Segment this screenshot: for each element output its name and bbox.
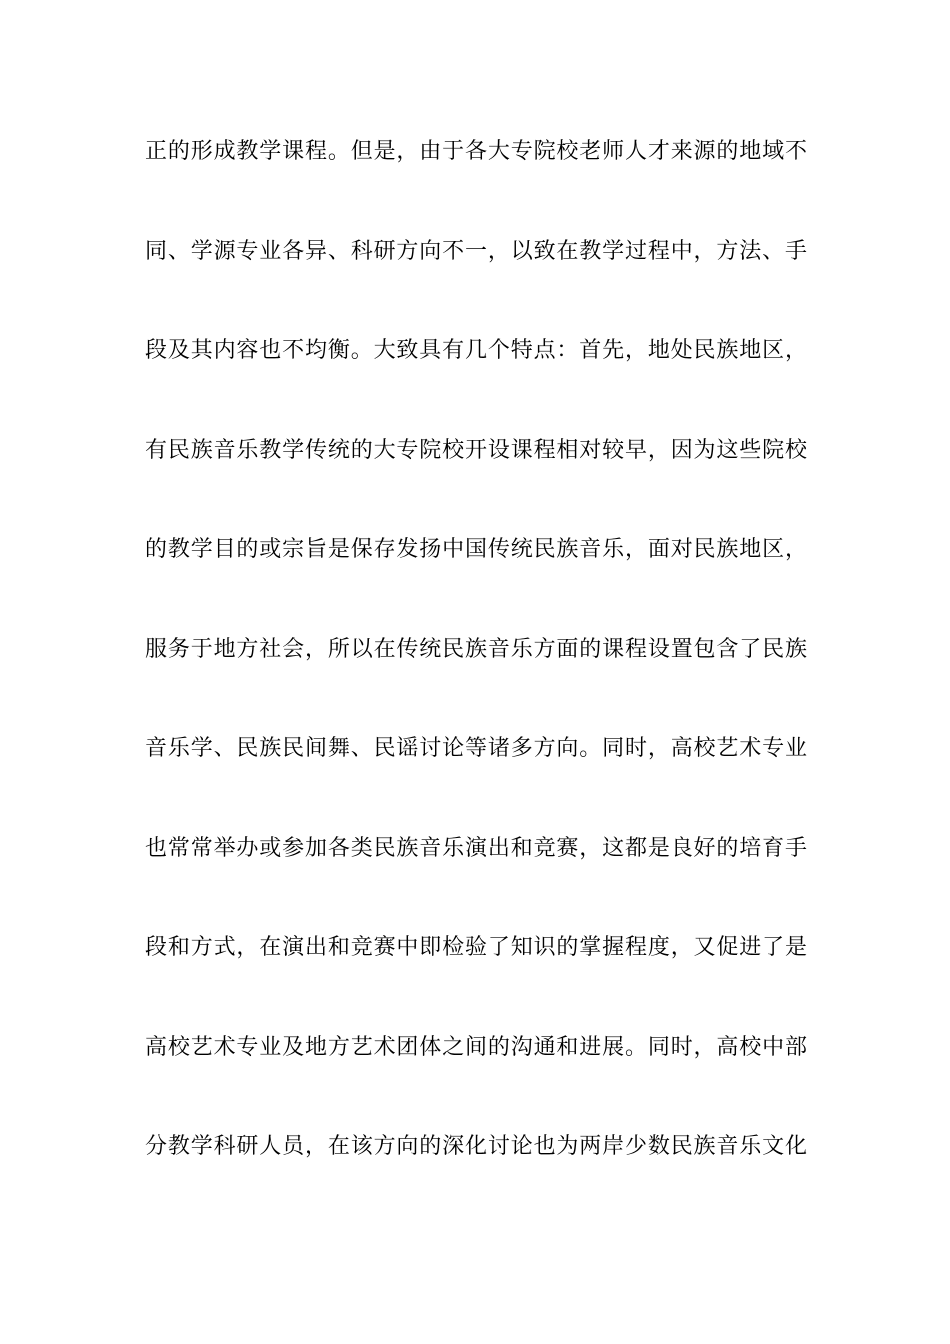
text-line-8: 也常常举办或参加各类民族音乐演出和竞赛，这都是良好的培育手 xyxy=(145,835,807,861)
text-line-3: 段及其内容也不均衡。大致具有几个特点：首先，地处民族地区， xyxy=(145,338,807,363)
text-line-7: 音乐学、民族民间舞、民谣讨论等诸多方向。同时，高校艺术专业 xyxy=(145,736,807,761)
text-line-6: 服务于地方社会，所以在传统民族音乐方面的课程设置包含了民族 xyxy=(145,636,807,662)
text-line-10: 高校艺术专业及地方艺术团体之间的沟通和进展。同时，高校中部 xyxy=(145,1034,807,1060)
text-line-11: 分教学科研人员，在该方向的深化讨论也为两岸少数民族音乐文化 xyxy=(145,1134,807,1159)
text-line-1: 正的形成教学课程。但是，由于各大专院校老师人才来源的地域不 xyxy=(145,139,807,164)
text-line-5: 的教学目的或宗旨是保存发扬中国传统民族音乐，面对民族地区， xyxy=(145,537,807,562)
body-text xyxy=(145,130,807,1225)
text-line-9: 段和方式，在演出和竞赛中即检验了知识的掌握程度，又促进了是 xyxy=(145,935,807,960)
text-line-2: 同、学源专业各异、科研方向不一，以致在教学过程中，方法、手 xyxy=(145,238,807,264)
text-line-4: 有民族音乐教学传统的大专院校开设课程相对较早，因为这些院校 xyxy=(145,437,807,463)
